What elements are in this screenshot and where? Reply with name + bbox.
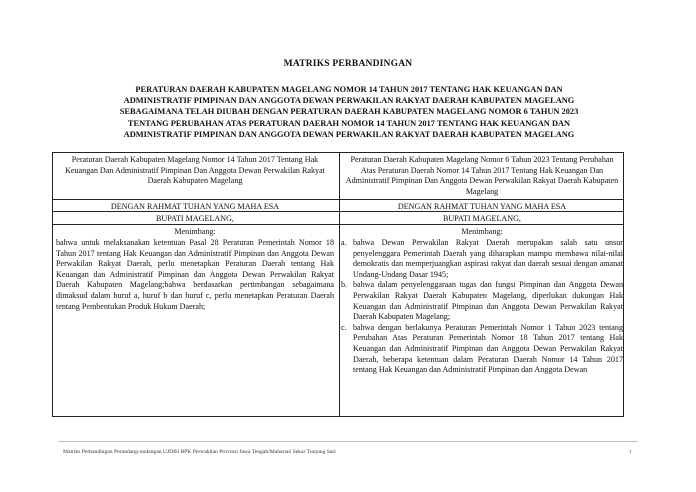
right-ketuhanan-cell: DENGAN RAHMAT TUHAN YANG MAHA ESA (397, 202, 567, 211)
right-menimbang-list (341, 238, 623, 376)
subtitle-line: TENTANG PERUBAHAN ATAS PERATURAN DAERAH NOMOR 14 TAHUN 2017 TENTANG HAK KEUANGAN DAN (127, 118, 571, 128)
item-marker: a. (341, 238, 347, 247)
list-item (341, 323, 623, 376)
left-bupati-cell: BUPATI MAGELANG, (156, 214, 234, 223)
right-column-header: Peraturan Daerah Kabupaten Magelang Nomor 6 Tahun 2023 Tentang Perubahan Atas Peraturan Daerah Nomor 14 Tahun 2017 Tentang Hak Keuangan Dan Administratif Pimpinan Dan Anggota Dewan Perwakilan Rakyat Daerah Kabupaten Magelang (345, 155, 619, 196)
page-number: 1 (629, 449, 632, 455)
left-menimbang-text: bahwa untuk melaksanakan ketentuan Pasal 28 Peraturan Pemerintah Nomor 18 Tahun 2017 tentang Hak Keuangan dan Administratif Pimpinan dan Anggota Dewan Perwakilan Rakyat Daerah, perlu menetapkan Peraturan Daerah tentang Hak Keuangan dan Administratif Pimpinan dan Anggota Dewan Perwakilan Rakyat Daerah Kabupaten Magelang;bahwa berdasarkan pertimbangan sebagaimana dimaksud dalam huruf a, huruf b dan huruf c, perlu menetapkan Peraturan Daerah tentang Pembentukan Produk Hukum Daerah; (56, 238, 334, 311)
row-divider (53, 199, 623, 200)
document-subtitle (58, 84, 640, 140)
footer-divider (58, 441, 638, 442)
subtitle-line: ADMINISTRATIF PIMPINAN DAN ANGGOTA DEWAN PERWAKILAN RAKYAT DAERAH KABUPATEN MAGELANG (123, 96, 575, 106)
left-menimbang-label: Menimbang: (174, 227, 216, 236)
comparison-table (52, 152, 624, 417)
left-ketuhanan-cell: DENGAN RAHMAT TUHAN YANG MAHA ESA (110, 202, 280, 211)
subtitle-line: SEBAGAIMANA TELAH DIUBAH DENGAN PERATURAN DAERAH KABUPATEN MAGELANG NOMOR 6 TAHUN 2023 (119, 107, 579, 117)
subtitle-line: ADMINISTRATIF PIMPINAN DAN ANGGOTA DEWAN PERWAKILAN RAKYAT DAERAH KABUPATEN MAGELANG (123, 129, 575, 139)
subtitle-line: PERATURAN DAERAH KABUPATEN MAGELANG NOMOR 14 TAHUN 2017 TENTANG HAK KEUANGAN DAN (135, 85, 563, 94)
column-divider (339, 153, 340, 416)
right-bupati-cell: BUPATI MAGELANG, (443, 214, 521, 223)
item-marker: c. (341, 322, 347, 332)
list-item (341, 280, 623, 322)
document-title: MATRIKS PERBANDINGAN (283, 59, 413, 69)
item-text: bahwa dengan berlakunya Peraturan Pemerintah Nomor 1 Tahun 2023 tentang Perubahan Atas Peraturan Pemerintah Nomor 18 Tahun 2017 tentang Hak Keuangan dan Administratif Pimpinan dan Anggota Dewan Perwakilan Rakyat Daerah, beberapa ketentuan dalam Peraturan Daerah Nomor 14 Tahun 2017 tentang Hak Keuangan dan Administratif Pimpinan dan Anggota Dewan (353, 322, 623, 375)
list-item (341, 238, 623, 280)
right-menimbang-label: Menimbang: (461, 227, 503, 236)
item-text: bahwa dalam penyelenggaraan tugas dan fungsi Pimpinan dan Anggota Dewan Perwakilan Rakyat Daerah Kabupaten Magelang, diperlukan dukungan Hak Keuangan dan Administratif Pimpinan dan Anggota Dewan Perwakilan Rakyat Daerah Kabupaten Magelang; (353, 280, 623, 322)
item-text: bahwa Dewan Perwakilan Rakyat Daerah merupakan salah satu unsur penyelenggara Pemerintah Daerah yang diharapkan mampu membawa nilai-nilai demokratis dan memperjuangkan aspirasi rakyat dan daerah sesuai dengan amanat Undang-Undang Dasar 1945; (353, 238, 623, 279)
left-column-header: Peraturan Daerah Kabupaten Magelang Nomor 14 Tahun 2017 Tentang Hak Keuangan Dan Administratif Pimpinan Dan Anggota Dewan Perwakilan Rakyat Daerah Kabupaten Magelang (65, 155, 325, 186)
page-footer: Matriks Perbandingan Perundang-undangan UJDIH BPK Perwakilan Provinsi Jawa Tengah/Maharani Sekar Tunjung Sari (63, 449, 336, 455)
item-marker: b. (341, 280, 348, 290)
